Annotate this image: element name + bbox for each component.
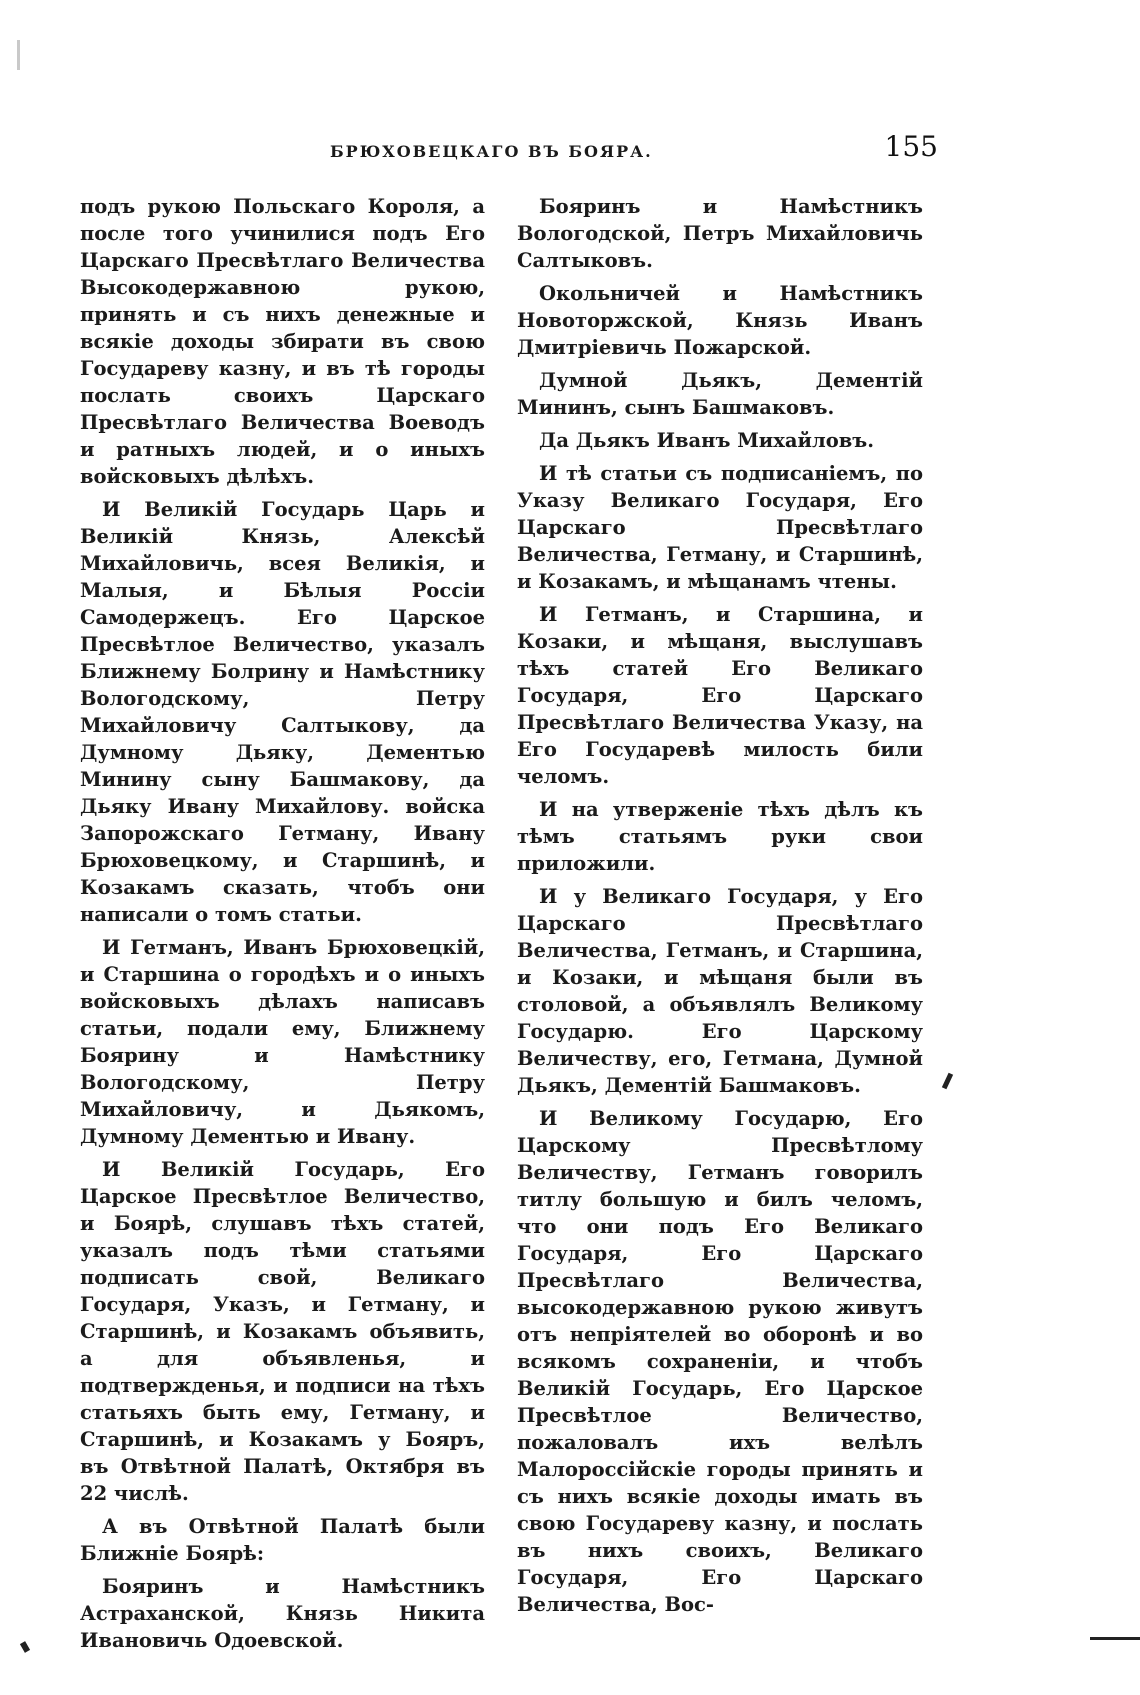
page-number: 155 bbox=[884, 130, 938, 163]
paragraph: Бояринъ и Намѣстникъ Вологодской, Петръ Михайловичь Салтыковъ. bbox=[517, 195, 923, 272]
page-edge-mark bbox=[17, 40, 20, 70]
paragraph: И Гетманъ, и Старшина, и Козаки, и мѣщаня, выслушавъ тѣхъ статей Его Великаго Государя, Его Царскаго Пресвѣтлаго Величества Указу, на Его Государевѣ милость били челомъ. bbox=[517, 603, 923, 788]
margin-ink-mark bbox=[942, 1073, 953, 1090]
paragraph: И тѣ статьи съ подписаніемъ, по Указу Великаго Государя, Его Царскаго Пресвѣтлаго Величества, Гетману, и Старшинѣ, и Козакамъ, и мѣщанамъ чтены. bbox=[517, 462, 923, 593]
edge-line-mark bbox=[1090, 1637, 1140, 1640]
running-header: БРЮХОВЕЦКАГО ВЪ БОЯРА. bbox=[330, 142, 653, 161]
paragraph: Думной Дьякъ, Дементій Мининъ, сынъ Башмаковъ. bbox=[517, 369, 923, 419]
paragraph: И на утверженіе тѣхъ дѣлъ къ тѣмъ статьямъ руки свои приложили. bbox=[517, 798, 923, 875]
right-column bbox=[517, 193, 923, 1624]
paragraph: И Великій Государь, Его Царское Пресвѣтлое Величество, и Боярѣ, слушавъ тѣхъ статей, указалъ подъ тѣми статьями подписать свой, Великаго Государя, Указъ, и Гетману, и Старшинѣ, и Козакамъ объявить, а для объявленья, и подтвержденья, и подписи на тѣхъ статьяхъ быть ему, Гетману, и Старшинѣ, и Козакамъ у Бояръ, въ Отвѣтной Палатѣ, Октября въ 22 числѣ. bbox=[80, 1158, 485, 1505]
paragraph: Бояринъ и Намѣстникъ Астраханской, Князь Никита Ивановичь Одоевской. bbox=[80, 1575, 485, 1652]
paragraph: И Великій Государь Царь и Великій Князь, Алексѣй Михайловичь, всея Великія, и Малыя, и Бѣлыя Россіи Самодержецъ. Его Царское Пресвѣтлое Величество, указалъ Ближнему Болрину и Намѣстнику Вологодскому, Петру Михайловичу Салтыкову, да Думному Дьяку, Дементью Минину сыну Башмакову, да Дьяку Ивану Михайлову. войска Запорожскаго Гетману, Ивану Брюховецкому, и Старшинѣ, и Козакамъ сказать, чтобъ они написали о томъ статьи. bbox=[80, 498, 485, 926]
ink-speck bbox=[20, 1641, 30, 1653]
paragraph: Да Дьякъ Иванъ Михайловъ. bbox=[539, 429, 875, 452]
left-column bbox=[80, 193, 485, 1660]
paragraph: И Великому Государю, Его Царскому Пресвѣтлому Величеству, Гетманъ говорилъ титлу большую и билъ челомъ, что они подъ Его Великаго Государя, Его Царскаго Пресвѣтлаго Величества, высокодержавною рукою живутъ отъ непріятелей во оборонѣ и во всякомъ сохраненіи, и чтобъ Великій Государь, Его Царское Пресвѣтлое Величество, пожаловалъ ихъ велѣлъ Малороссійскіе городы принять и съ нихъ всякіе доходы имать въ свою Государеву казну, и послать въ нихъ своихъ, Великаго Государя, Его Царскаго Величества, Вос- bbox=[517, 1107, 923, 1616]
paragraph: И у Великаго Государя, у Его Царскаго Пресвѣтлаго Величества, Гетманъ, и Старшина, и Козаки, и мѣщаня были въ столовой, а объявлялъ Великому Государю. Его Царскому Величеству, его, Гетмана, Думной Дьякъ, Дементій Башмаковъ. bbox=[517, 885, 923, 1097]
paragraph: подъ рукою Польскаго Короля, а после того учинилися подъ Его Царскаго Пресвѣтлаго Величества Высокодержавною рукою, принять и съ нихъ денежные и всякіе доходы збирати въ свою Государеву казну, и въ тѣ городы послать своихъ Царскаго Пресвѣтлаго Величества Воеводъ и ратныхъ людей, и о иныхъ войсковыхъ дѣлѣхъ. bbox=[80, 195, 485, 488]
paragraph: Окольничей и Намѣстникъ Новоторжской, Князь Иванъ Дмитріевичь Пожарской. bbox=[517, 282, 923, 359]
paragraph: И Гетманъ, Иванъ Брюховецкій, и Старшина о городѣхъ и о иныхъ войсковыхъ дѣлахъ написавъ статьи, подали ему, Ближнему Боярину и Намѣстнику Вологодскому, Петру Михайловичу, и Дьякомъ, Думному Дементью и Ивану. bbox=[80, 936, 485, 1148]
paragraph: А въ Отвѣтной Палатѣ были Ближніе Боярѣ: bbox=[80, 1515, 485, 1565]
